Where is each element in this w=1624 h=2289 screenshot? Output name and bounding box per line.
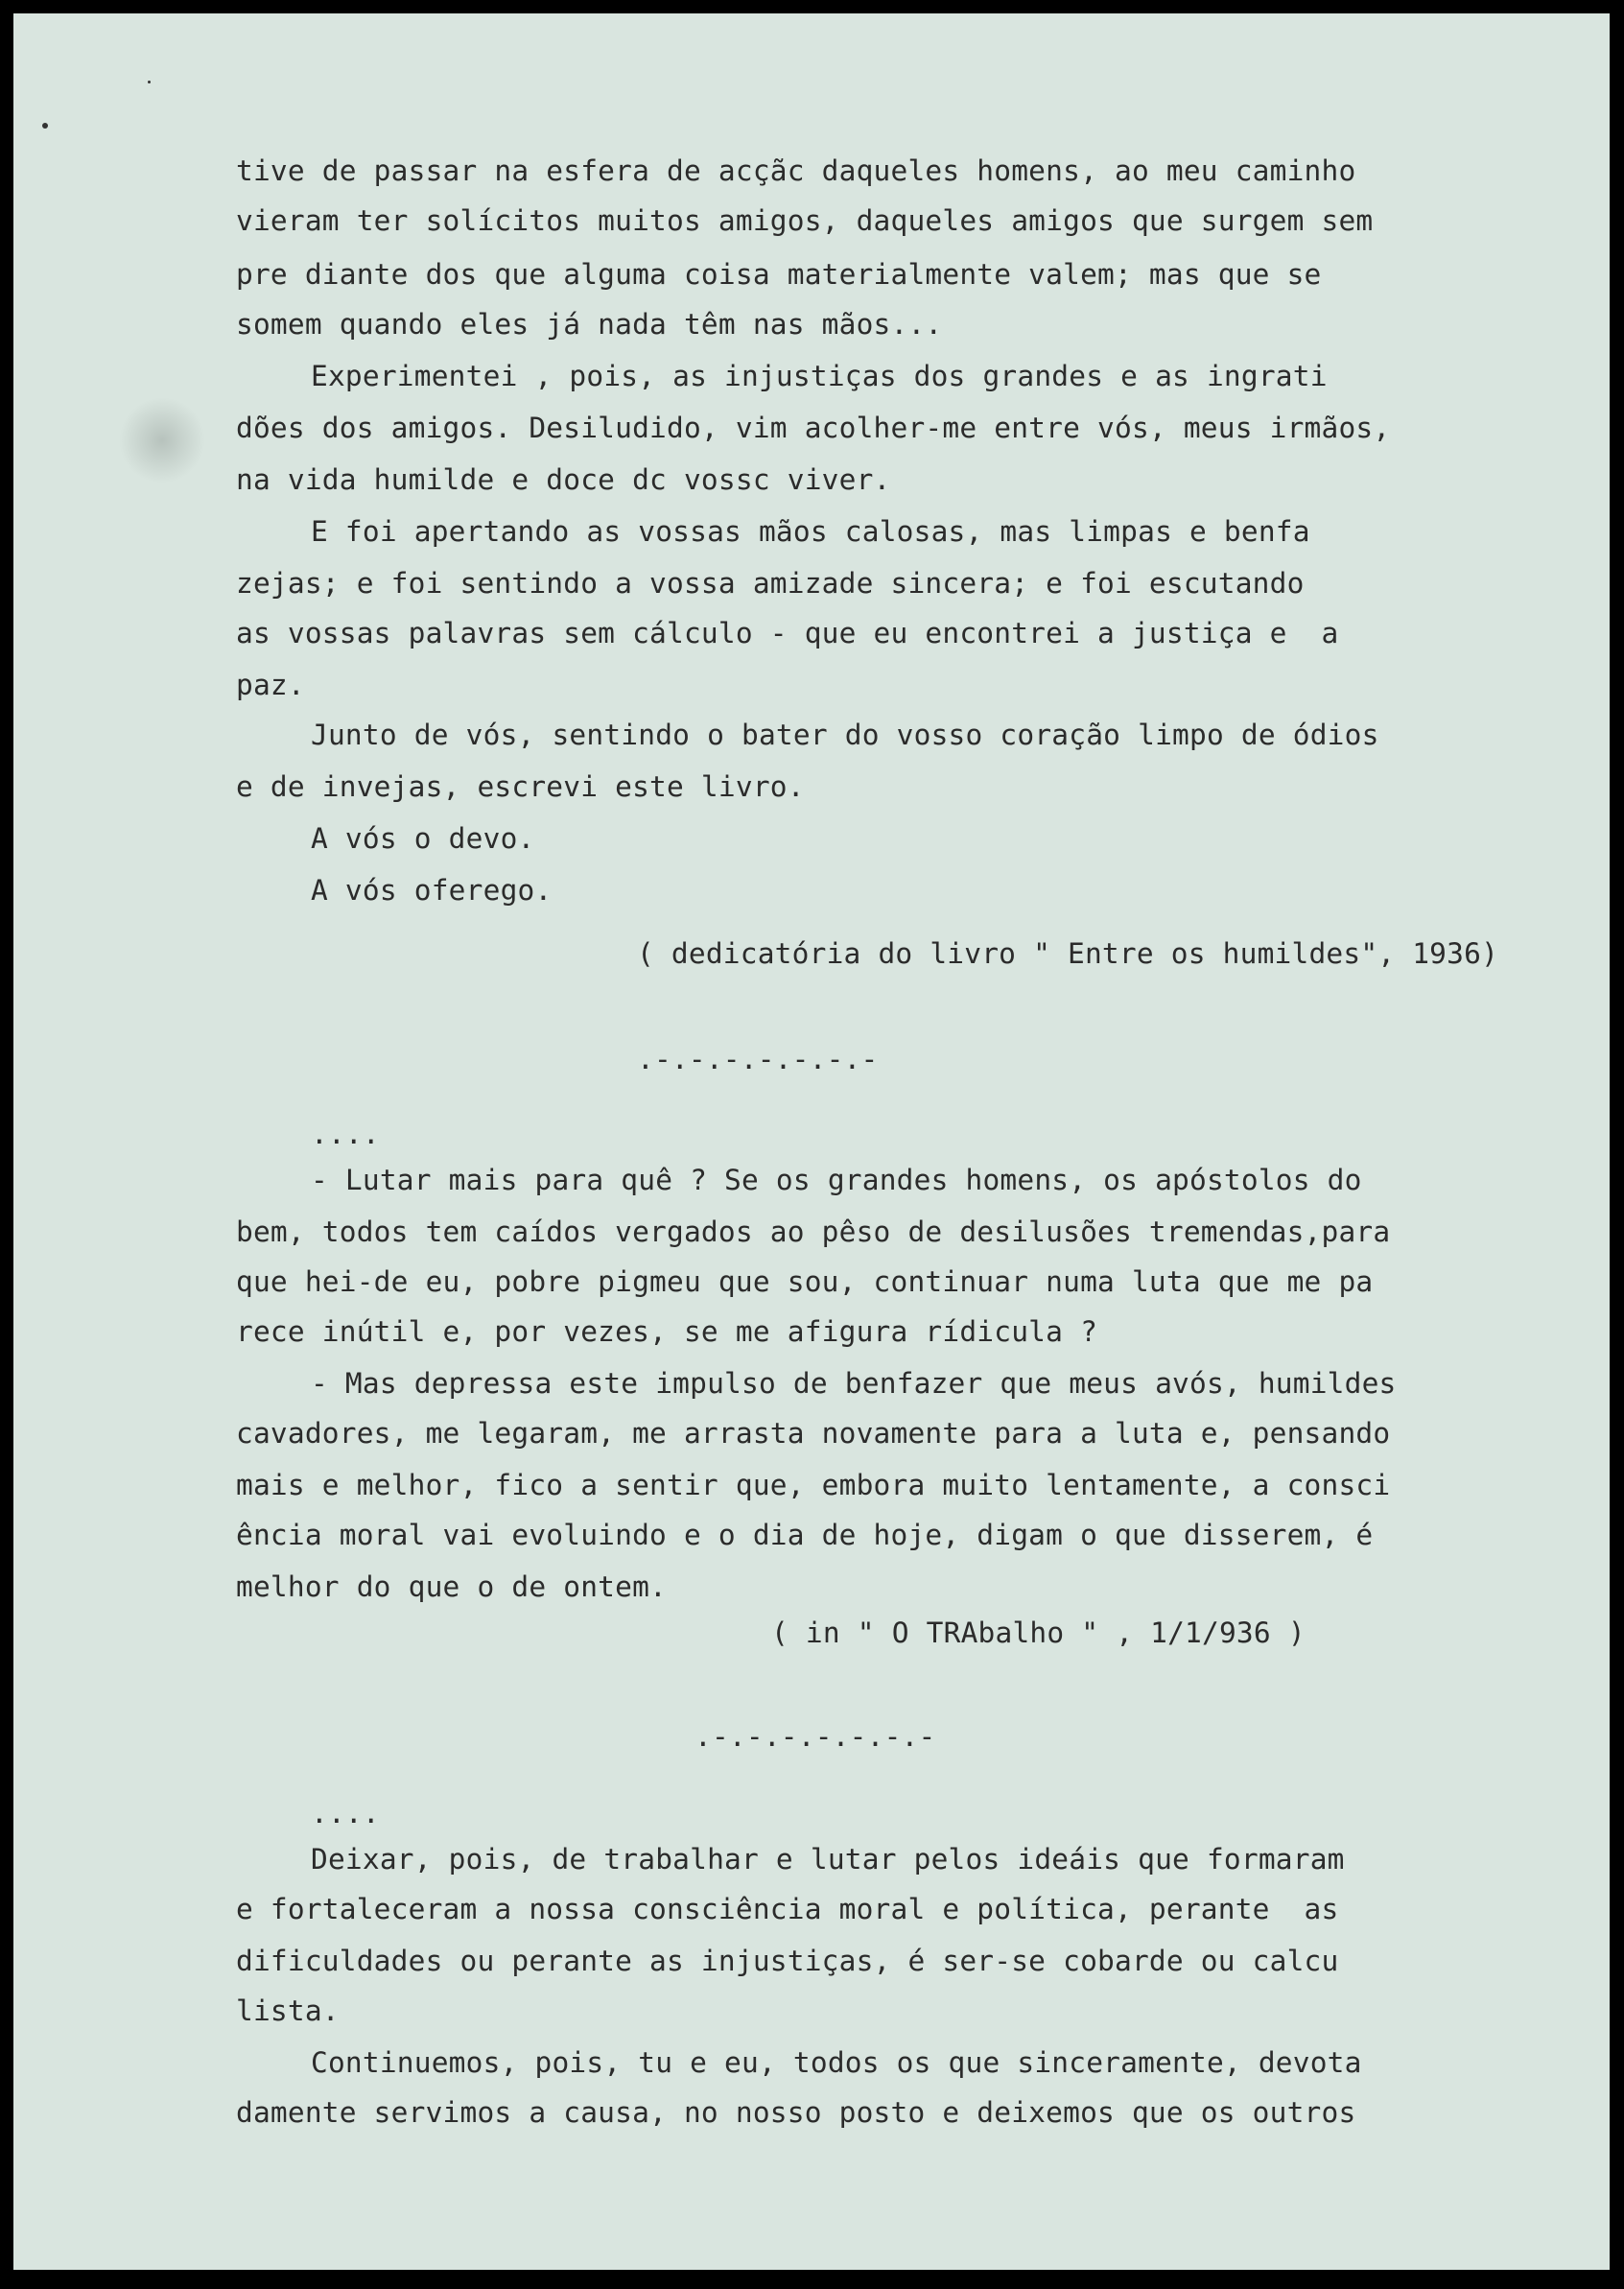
text-line: Experimentei , pois, as injustiças dos grandes e as ingrati	[311, 360, 1328, 392]
text-line: E foi apertando as vossas mãos calosas, mas limpas e benfa	[311, 515, 1310, 548]
text-line: - Lutar mais para quê ? Se os grandes homens, os apóstolos do	[311, 1164, 1362, 1196]
document-page	[13, 13, 1610, 2270]
ink-speck	[42, 123, 48, 129]
ink-speck	[148, 81, 151, 83]
text-line: e fortaleceram a nossa consciência moral e política, perante as	[236, 1893, 1339, 1925]
text-line: melhor do que o de ontem.	[236, 1570, 668, 1603]
text-line: A vós oferego.	[311, 874, 553, 907]
ellipsis: ....	[311, 1118, 380, 1150]
text-line: dificuldades ou perante as injustiças, é ser-se cobarde ou calcu	[236, 1945, 1339, 1977]
text-line: somem quando eles já nada têm nas mãos...	[236, 308, 943, 341]
text-line: zejas; e foi sentindo a vossa amizade sincera; e foi escutando	[236, 567, 1305, 600]
text-line: Junto de vós, sentindo o bater do vosso coração limpo de ódios	[311, 719, 1379, 751]
separator: .-.-.-.-.-.-.-	[694, 1720, 936, 1753]
text-line: rece inútil e, por vezes, se me afigura rídicula ?	[236, 1315, 1098, 1348]
text-line: bem, todos tem caídos vergados ao pêso de desilusões tremendas,para	[236, 1215, 1391, 1248]
text-line: lista.	[236, 1994, 340, 2027]
text-line: que hei-de eu, pobre pigmeu que sou, continuar numa luta que me pa	[236, 1265, 1374, 1298]
text-line: Deixar, pois, de trabalhar e lutar pelos ideáis que formaram	[311, 1843, 1345, 1876]
ellipsis: ....	[311, 1797, 380, 1829]
separator: .-.-.-.-.-.-.-	[637, 1043, 879, 1075]
text-line: tive de passar na esfera de acçãc daqueles homens, ao meu caminho	[236, 154, 1356, 187]
paper-smudge	[119, 397, 205, 484]
text-line: paz.	[236, 669, 305, 701]
text-line: Continuemos, pois, tu e eu, todos os que sinceramente, devota	[311, 2046, 1362, 2079]
text-line: A vós o devo.	[311, 822, 535, 855]
text-line: na vida humilde e doce dc vossc viver.	[236, 463, 891, 496]
text-line: dões dos amigos. Desiludido, vim acolher-me entre vós, meus irmãos,	[236, 412, 1391, 444]
text-line: pre diante dos que alguma coisa materialmente valem; mas que se	[236, 258, 1322, 291]
text-line: cavadores, me legaram, me arrasta novamente para a luta e, pensando	[236, 1417, 1391, 1450]
text-line: damente servimos a causa, no nosso posto e deixemos que os outros	[236, 2096, 1356, 2129]
citation: ( in " O TRAbalho " , 1/1/936 )	[771, 1616, 1306, 1649]
text-line: mais e melhor, fico a sentir que, embora muito lentamente, a consci	[236, 1469, 1391, 1501]
text-line: - Mas depressa este impulso de benfazer que meus avós, humildes	[311, 1367, 1397, 1400]
text-line: e de invejas, escrevi este livro.	[236, 770, 805, 803]
text-line: as vossas palavras sem cálculo - que eu encontrei a justiça e a	[236, 617, 1339, 649]
text-line: ência moral vai evoluindo e o dia de hoje, digam o que disserem, é	[236, 1519, 1374, 1551]
citation: ( dedicatória do livro " Entre os humildes", 1936)	[637, 937, 1499, 970]
text-line: vieram ter solícitos muitos amigos, daqueles amigos que surgem sem	[236, 204, 1374, 237]
